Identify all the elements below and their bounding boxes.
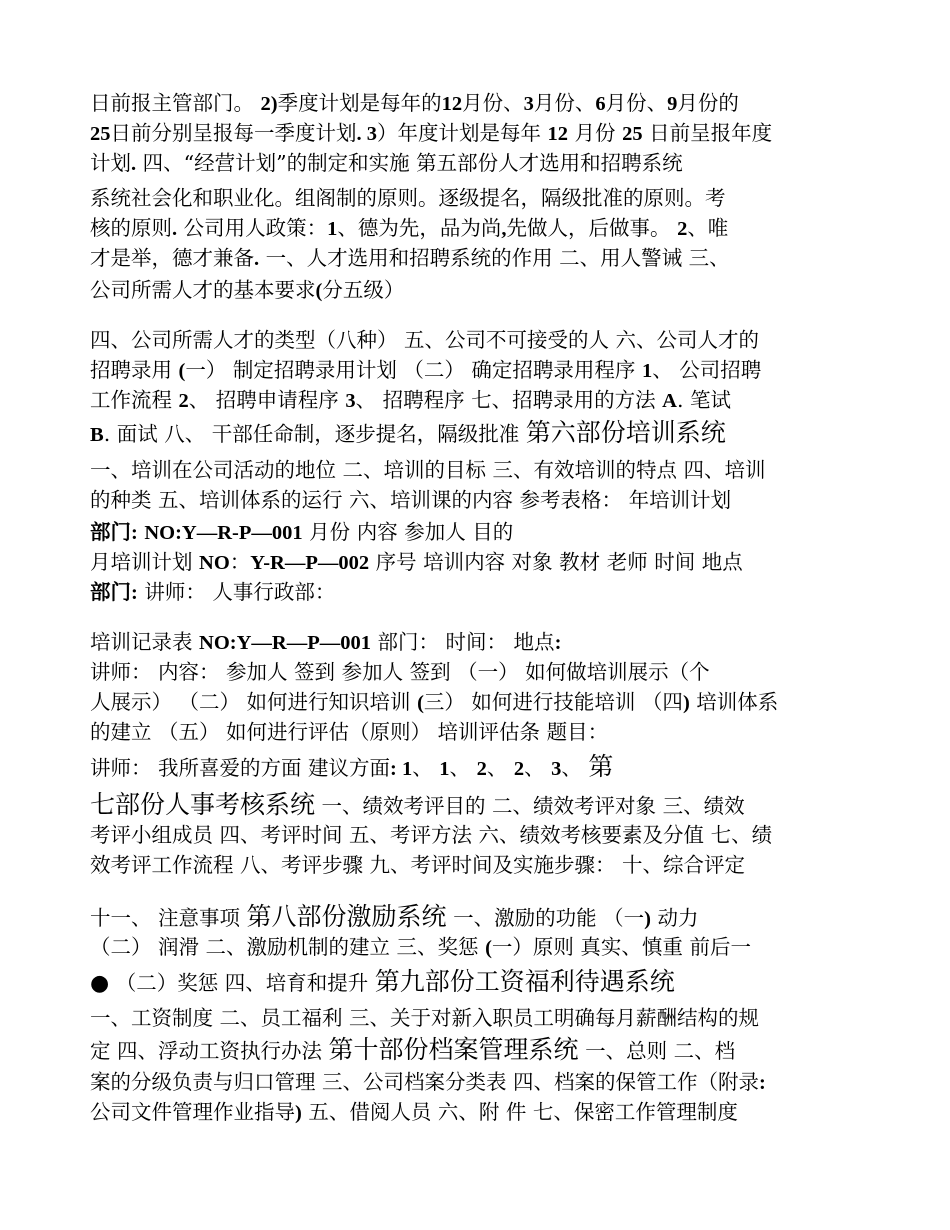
text-run: A — [662, 390, 677, 412]
text-line — [90, 687, 778, 718]
text-run: . — [254, 248, 260, 270]
text-run: ）年度计划是每年 — [377, 121, 548, 145]
text-run: 公司用人政策： — [177, 216, 328, 240]
text-run: 培训记录表 — [90, 630, 200, 654]
text-run: ( — [178, 360, 186, 382]
text-run: 12 — [441, 93, 463, 115]
text-run: 1 — [641, 360, 653, 382]
text-run: 一） 制定招聘录用计划 （二） 确定招聘录用程序 — [185, 358, 642, 382]
text-run: 日前报主管部门。 — [90, 91, 261, 115]
text-run: 考评小组成员 四、考评时间 五、考评方法 六、绩效考核要素及分值 七、绩 — [90, 823, 773, 847]
section-heading: 第 — [588, 752, 614, 781]
text-run: ( — [485, 937, 492, 959]
text-line — [90, 1097, 738, 1128]
text-run: 、 招聘程序 七、招聘录用的方法 — [355, 388, 663, 412]
text-run: . — [172, 218, 178, 240]
text-run: 12 — [547, 123, 569, 145]
text-run: 三） 如何进行技能培训 （四 — [423, 690, 683, 714]
text-run: . 3 — [356, 123, 377, 145]
text-line — [90, 148, 683, 179]
text-run: 月份 内容 参加人 目的 — [302, 520, 514, 544]
text-run: 一）原则 真实、慎重 前后一 — [491, 935, 751, 959]
text-run: 、 公司招聘 — [652, 358, 762, 382]
text-run: 一、人才选用和招聘系统的作用 二、用人警诫 三、 — [259, 246, 730, 270]
text-run: 、 — [412, 756, 440, 780]
text-run: NO:Y—R-P—001 — [144, 522, 303, 544]
text-run: 部门： 时间： 地点 — [371, 630, 555, 654]
text-run: 、 — [486, 756, 514, 780]
text-run: ) — [644, 908, 651, 930]
section-heading: 第八部份激励系统 — [246, 902, 447, 931]
text-run: : — [131, 582, 138, 604]
text-run: 6 — [595, 93, 606, 115]
section-heading: 第十部份档案管理系统 — [328, 1035, 579, 1064]
text-run: 9 — [667, 93, 678, 115]
text-run: 3 — [523, 93, 534, 115]
text-line — [90, 1003, 759, 1033]
text-line — [90, 485, 731, 515]
text-line — [90, 967, 675, 999]
text-run: 部门 — [90, 582, 131, 604]
text-run: 3 — [551, 758, 562, 780]
text-line — [90, 325, 759, 355]
section-heading: 七部份人事考核系统 — [90, 790, 316, 819]
text-run: NO — [199, 552, 230, 574]
bullet-icon: ● — [90, 971, 110, 996]
text-run: 、 招聘申请程序 — [188, 388, 346, 412]
text-run: 月份、 — [533, 91, 596, 115]
section-heading: 第九部份工资福利待遇系统 — [374, 967, 675, 996]
text-run: : — [759, 1072, 766, 1094]
text-run: 、 — [524, 756, 552, 780]
text-run: ) — [295, 1102, 302, 1124]
text-run: 计划 — [90, 151, 131, 175]
text-run: 序号 培训内容 对象 教材 老师 时间 地点 — [369, 550, 743, 574]
text-line — [90, 355, 761, 386]
text-run: 系统社会化和职业化。组阁制的原则。逐级提名，隔级批准的原则。考 — [90, 186, 726, 210]
text-run: 2 — [178, 390, 189, 412]
text-run: 月份、 — [462, 91, 524, 115]
text-run: 一、激励的功能 （一 — [446, 906, 645, 930]
text-run: 讲师： 人事行政部： — [137, 580, 336, 604]
text-run: : 1 — [390, 758, 413, 780]
text-run: 月份的 — [677, 91, 739, 115]
text-run: 讲师： 内容： 参加人 签到 参加人 签到 （一） 如何做培训展示（个 — [90, 660, 710, 684]
section-heading: 第六部份培训系统 — [525, 418, 726, 447]
text-run: . 笔试 — [676, 388, 731, 412]
text-run: 、 — [449, 756, 477, 780]
text-run: . 面试 八、 干部任命制，逐步提名，隔级批准 — [103, 422, 526, 446]
text-run: 招聘录用 — [90, 358, 179, 382]
text-line — [90, 213, 728, 244]
text-line — [90, 820, 772, 850]
text-line — [90, 275, 404, 306]
text-run: ) — [682, 692, 690, 714]
text-run: 公司文件管理作业指导 — [90, 1100, 295, 1124]
text-line — [90, 627, 561, 658]
text-run: 、德为先，品为尚 — [337, 216, 502, 240]
text-run: 一、培训在公司活动的地位 二、培训的目标 三、有效培训的特点 四、培训 — [90, 458, 766, 482]
text-run: 定 四、浮动工资执行办法 — [90, 1039, 329, 1063]
text-line — [90, 243, 730, 274]
text-run: 3 — [345, 390, 356, 412]
text-line — [90, 902, 698, 934]
text-line — [90, 455, 766, 485]
text-run: 案的分级负责与归口管理 三、公司档案分类表 四、档案的保管工作（附录 — [90, 1070, 760, 1094]
text-run: 、唯 — [687, 216, 729, 240]
text-run: 1 — [327, 218, 338, 240]
text-run: 、 — [561, 756, 589, 780]
text-run: 日前分别呈报每一季度计划 — [110, 121, 357, 145]
text-run: 一、绩效考评目的 二、绩效考评对象 三、绩效 — [315, 794, 745, 818]
text-run: 部门 — [90, 522, 131, 544]
text-run: 日前呈报年度 — [642, 121, 773, 145]
text-run: 2 — [513, 758, 525, 780]
text-run: B — [90, 424, 104, 446]
text-line — [90, 790, 745, 821]
text-run: 2 — [677, 218, 688, 240]
text-line — [90, 118, 772, 149]
text-run: 25 — [90, 123, 111, 145]
text-run: 2) — [260, 93, 278, 115]
text-run: 的种类 五、培训体系的运行 六、培训课的内容 参考表格： 年培训计划 — [90, 488, 732, 512]
text-run: 的建立 （五） 如何进行评估（原则） 培训评估条 题目： — [90, 720, 609, 744]
text-run: 公司所需人才的基本要求 — [90, 278, 316, 302]
text-line — [90, 1035, 735, 1066]
text-run: 25 — [622, 123, 643, 145]
text-run: 一、总则 二、档 — [578, 1039, 736, 1063]
text-line — [90, 717, 608, 747]
text-run: Y-R—P—002 — [250, 552, 370, 574]
text-run: 人展示） （二） 如何进行知识培训 — [90, 690, 418, 714]
text-run: 先做人，后做事。 — [506, 216, 678, 240]
text-run: 培训体系 — [689, 690, 779, 714]
text-line — [90, 517, 513, 548]
text-line — [90, 183, 726, 213]
text-run: 十一、 注意事项 — [90, 906, 247, 930]
text-run: 一、工资制度 二、员工福利 三、关于对新入职员工明确每月薪酬结构的规 — [90, 1006, 760, 1030]
text-run: 效考评工作流程 八、考评步骤 九、考评时间及实施步骤： 十、综合评定 — [90, 853, 746, 877]
text-run: 四、公司所需人才的类型（八种） 五、公司不可接受的人 六、公司人才的 — [90, 328, 760, 352]
text-line — [90, 418, 726, 450]
text-run: ( — [315, 280, 323, 302]
text-line — [90, 547, 743, 578]
text-run: 四、“经营计划”的制定和实施 第五部份人才选用和招聘系统 — [136, 151, 683, 175]
text-run: : — [131, 522, 138, 544]
text-line — [90, 385, 731, 416]
text-run: ： — [229, 550, 251, 574]
text-run: 月份 — [568, 121, 623, 145]
text-run: 动力 — [650, 906, 699, 930]
text-line — [90, 577, 335, 608]
text-run: 核的原则 — [90, 216, 172, 240]
text-run: 月培训计划 — [90, 550, 200, 574]
text-run: 才是举，德才兼备 — [90, 246, 254, 270]
text-line — [90, 88, 739, 119]
text-run: , — [501, 218, 507, 240]
text-run: 季度计划是每年的 — [277, 91, 442, 115]
text-run: 2 — [476, 758, 487, 780]
text-run: （二）奖惩 四、培育和提升 — [109, 971, 375, 995]
text-run: 1 — [439, 758, 450, 780]
text-run: ( — [417, 692, 424, 714]
text-run: 分五级） — [322, 278, 405, 302]
text-run: 工作流程 — [90, 388, 179, 412]
text-line — [90, 752, 613, 784]
text-line — [90, 932, 751, 963]
text-run: （二） 润滑 二、激励机制的建立 三、奖惩 — [90, 935, 486, 959]
text-line — [90, 850, 745, 880]
text-run: NO:Y—R—P—001 — [199, 632, 371, 654]
text-run: . — [131, 153, 137, 175]
text-line — [90, 657, 710, 687]
text-run: : — [554, 632, 562, 654]
text-run: 月份、 — [605, 91, 668, 115]
text-run: 讲师： 我所喜爱的方面 建议方面 — [90, 756, 391, 780]
text-line — [90, 1067, 766, 1098]
text-run: 五、借阅人员 六、附 件 七、保密工作管理制度 — [301, 1100, 738, 1124]
